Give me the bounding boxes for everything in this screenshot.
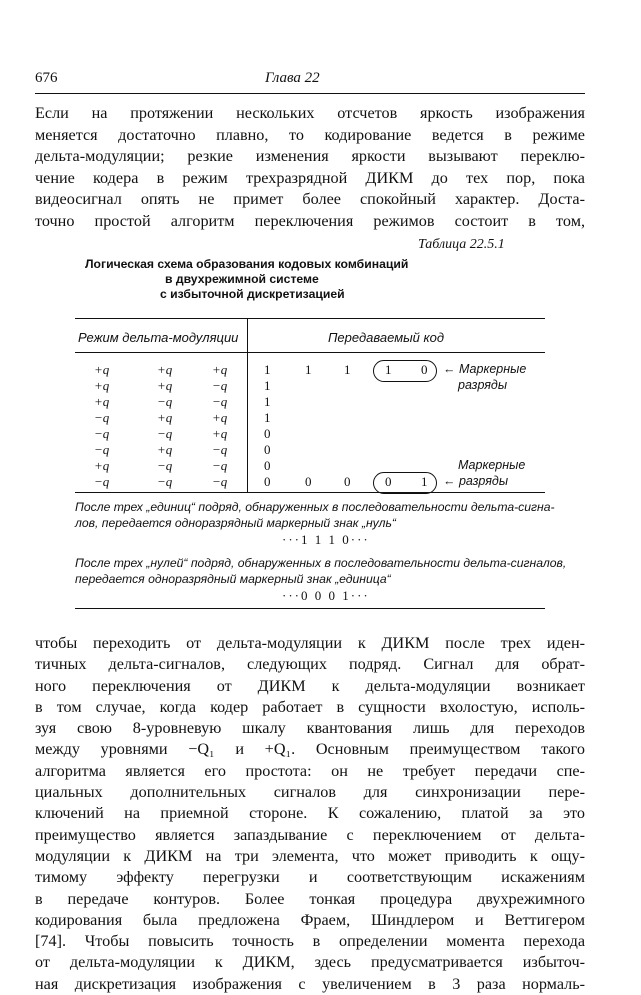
text-line: ная дискретизация изображения с увеличением в 3 раза нормаль-	[35, 974, 585, 993]
code-cell: 1	[264, 362, 271, 377]
header-delta-mode: Режим дельта-модуляции	[78, 330, 239, 345]
table-caption	[85, 257, 525, 302]
header-transmitted-code: Передаваемый код	[328, 330, 445, 345]
delta-cell: +q	[157, 442, 173, 457]
text-line: чение кодера в режим трехразрядной ДИКМ до тех пор, пока	[35, 168, 585, 187]
code-cell: 0	[264, 442, 271, 457]
text-line: [74]. Чтобы повысить точность в определении момента перехода	[35, 932, 585, 951]
delta-cell: −q	[94, 426, 110, 441]
delta-cell: −q	[157, 458, 173, 473]
delta-cell: +q	[94, 394, 110, 409]
text-line: Если на протяжении нескольких отсчетов яркость изображения	[35, 104, 585, 122]
marker-label: разряды	[458, 378, 508, 392]
text-line: модуляции к ДИКМ на три элемента, что может приводить к ощу-	[35, 846, 585, 865]
table-bottom-rule	[75, 608, 545, 609]
text-line: кодирования была предложена Фраем, Шиндлером и Веттигером	[35, 910, 585, 929]
code-cell: 1	[264, 378, 271, 393]
marker-label: ← Маркерные	[443, 362, 527, 376]
paragraph-bottom	[35, 633, 585, 995]
delta-cell: −q	[157, 426, 173, 441]
text-line: тимому эффекту перегрузки и соответствующим искажениям	[35, 868, 585, 887]
delta-cell: −q	[157, 474, 173, 489]
marker-label: ← разряды	[443, 474, 509, 488]
header-rule	[35, 93, 585, 94]
text-line: циальных дополнительных сигналов для синхронизации пере-	[35, 783, 585, 802]
table-label: Таблица 22.5.1	[418, 237, 505, 252]
text-line: зуя свою 8-уровневую шкалу квантования лишь для переходов	[35, 719, 585, 738]
code-cell: 0	[344, 474, 351, 489]
delta-cell: +q	[212, 410, 228, 425]
delta-cell: −q	[94, 410, 110, 425]
code-cell: 0	[421, 362, 428, 377]
caption-line: Логическая схема образования кодовых комбинаций	[85, 257, 409, 271]
chapter-title: Глава 22	[265, 70, 320, 86]
text-line: в передаче контуров. Более тонкая процедура двухрежимного	[35, 889, 585, 908]
code-cell: 1	[305, 362, 312, 377]
text-line: тичных дельта-сигналов, следующих подряд. Сигнал для обрат-	[35, 655, 585, 674]
code-cell: 1	[344, 362, 351, 377]
code-cell: 0	[264, 474, 271, 489]
note-sequence: ···1 1 1 0···	[282, 532, 370, 547]
code-cell: 1	[264, 410, 271, 425]
delta-cell: +q	[157, 378, 173, 393]
delta-cell: +q	[212, 362, 228, 377]
code-cell: 0	[385, 474, 392, 489]
delta-cell: −q	[157, 394, 173, 409]
delta-cell: +q	[94, 378, 110, 393]
delta-cell: −q	[94, 442, 110, 457]
page-header	[35, 70, 585, 90]
code-cell: 1	[264, 394, 271, 409]
delta-cell: −q	[212, 394, 228, 409]
table-top-rule	[75, 318, 545, 319]
code-cell: 0	[305, 474, 312, 489]
note-line: После трех „единиц“ подряд, обнаруженных в последовательности дельта-сигна-	[75, 500, 555, 514]
code-cell: 0	[264, 426, 271, 441]
code-cell: 1	[421, 474, 428, 489]
text-line: видеосигнал опять не примет более спокойный характер. Доста-	[35, 190, 585, 209]
text-line: алгоритма является его простота: он не требует передачи спе-	[35, 761, 585, 780]
text-line: в том случае, когда кодер работает в сущности вхолостую, исполь-	[35, 697, 585, 716]
table-body-rule	[75, 492, 545, 493]
text-line: преимущество является запаздывание с переключением от дельта-	[35, 825, 585, 844]
delta-cell: −q	[212, 378, 228, 393]
text-line: между уровнями −Q₁ и +Q₁. Основным преимуществом такого	[35, 740, 585, 759]
paragraph-top	[35, 103, 585, 233]
delta-cell: +q	[212, 426, 228, 441]
table-header-rule	[75, 352, 545, 353]
delta-cell: +q	[94, 362, 110, 377]
code-cell: 1	[385, 362, 392, 377]
code-cell: 0	[264, 458, 271, 473]
delta-cell: +q	[157, 410, 173, 425]
table-column-divider	[247, 318, 248, 492]
note-line: После трех „нулей“ подряд, обнаруженных в последовательности дельта-сигналов,	[75, 556, 567, 570]
caption-line: с избыточной дискретизацией	[160, 287, 345, 301]
text-line: от дельта-модуляции к ДИКМ, здесь предусматривается избыточ-	[35, 953, 585, 972]
delta-cell: −q	[212, 474, 228, 489]
text-line: точно простой алгоритм переключения режимов состоит в том,	[35, 211, 585, 230]
caption-line: в двухрежимной системе	[165, 272, 319, 286]
delta-cell: −q	[212, 458, 228, 473]
note-line: передается одноразрядный маркерный знак „единица“	[75, 572, 391, 586]
note-sequence: ···0 0 0 1···	[282, 588, 370, 603]
marker-label-text: Маркерные	[458, 362, 527, 376]
text-line: меняется достаточно плавно, то кодирование ведется в режиме	[35, 125, 585, 144]
text-line: ключений на приемной стороне. К сожалению, платой за это	[35, 804, 585, 823]
page-number: 676	[35, 70, 58, 86]
delta-cell: +q	[94, 458, 110, 473]
delta-cell: −q	[94, 474, 110, 489]
text-line: ного переключения от ДИКМ к дельта-модуляции возникает	[35, 676, 585, 695]
note-line: лов, передается одноразрядный маркерный знак „нуль“	[75, 516, 396, 530]
marker-label: Маркерные	[458, 458, 526, 472]
delta-cell: −q	[212, 442, 228, 457]
delta-cell: +q	[157, 362, 173, 377]
marker-label-text: разряды	[458, 474, 509, 488]
text-line: дельта-модуляции; резкие изменения яркости вызывают переклю-	[35, 147, 585, 166]
text-line: чтобы переходить от дельта-модуляции к ДИКМ после трех иден-	[35, 634, 585, 652]
